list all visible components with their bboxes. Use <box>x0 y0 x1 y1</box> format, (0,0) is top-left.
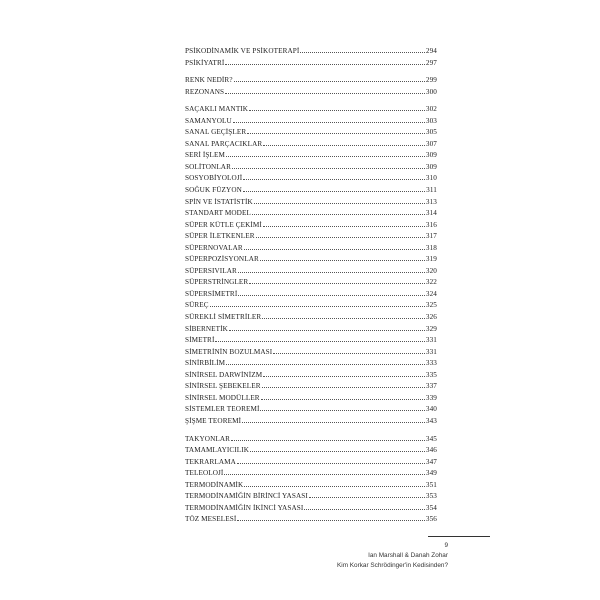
toc-entry-title: PSİKİYATRİ <box>185 58 225 67</box>
toc-leader-dots <box>309 497 425 498</box>
toc-entry-title: SANAL GEÇİŞLER <box>185 128 247 137</box>
toc-entry <box>185 491 437 503</box>
toc-entry-title: SANAL PARÇACIKLAR <box>185 139 263 148</box>
toc-entry-title: REZONANS <box>185 87 225 96</box>
toc-leader-dots <box>237 520 425 521</box>
toc-entry <box>185 231 437 243</box>
toc-entry-title: SOLİTONLAR <box>185 162 231 171</box>
toc-leader-dots <box>232 168 425 169</box>
toc-entry-title: PSİKODİNAMİK VE PSİKOTERAPİ <box>185 47 300 55</box>
toc-entry <box>185 266 437 278</box>
toc-leader-dots <box>242 422 425 423</box>
toc-entry-page: 309 <box>425 151 437 160</box>
toc-entry-title: TERMODİNAMİK <box>185 480 244 489</box>
toc-leader-dots <box>244 486 425 487</box>
toc-entry-page: 354 <box>425 503 437 512</box>
toc-leader-dots <box>304 509 425 510</box>
toc-entry-page: 322 <box>425 278 437 287</box>
toc-entry-page: 331 <box>425 336 437 345</box>
toc-leader-dots <box>254 203 425 204</box>
toc-entry-title: TERMODİNAMİĞİN BİRİNCİ YASASI <box>185 492 308 501</box>
toc-leader-dots <box>225 64 425 65</box>
toc-entry-page: 309 <box>425 162 437 171</box>
toc-leader-dots <box>263 376 425 377</box>
toc-entry <box>185 104 437 116</box>
toc-leader-dots <box>260 260 425 261</box>
toc-entry-title: RENK NEDİR? <box>185 76 233 85</box>
toc-entry-page: 294 <box>425 47 437 55</box>
toc-entry-page: 303 <box>425 116 437 125</box>
toc-leader-dots <box>262 318 425 319</box>
toc-entry <box>185 87 437 99</box>
toc-entry-page: 316 <box>425 220 437 229</box>
toc-entry-page: 339 <box>425 393 437 402</box>
toc-leader-dots <box>260 410 424 411</box>
toc-entry <box>185 381 437 393</box>
toc-entry <box>185 139 437 151</box>
toc-leader-dots <box>225 93 425 94</box>
toc-leader-dots <box>256 237 425 238</box>
footer-authors: Ian Marshall & Danah Zohar <box>368 552 448 560</box>
toc-entry-page: 335 <box>425 370 437 379</box>
toc-entry-page: 326 <box>425 313 437 322</box>
toc-leader-dots <box>226 364 425 365</box>
toc-leader-dots <box>229 330 425 331</box>
toc-entry-title: SÜPERSİMETRİ <box>185 289 238 298</box>
toc-entry-page: 299 <box>425 76 437 85</box>
toc-entry-title: SÜPER İLETKENLER <box>185 232 255 241</box>
toc-entry-title: SİSTEMLER TEOREMİ <box>185 405 260 414</box>
page-footer <box>337 541 448 572</box>
toc-leader-dots <box>231 440 425 441</box>
toc-entry-title: SÜPERSTRİNGLER <box>185 278 249 287</box>
toc-leader-dots <box>300 52 425 53</box>
toc-entry <box>185 324 437 336</box>
toc-entry-page: 356 <box>425 515 437 524</box>
toc-entry <box>185 254 437 266</box>
toc-entry-title: SÜPERNOVALAR <box>185 243 243 252</box>
toc-entry-title: SAÇAKLI MANTIK <box>185 105 249 114</box>
toc-leader-dots <box>237 463 425 464</box>
toc-entry <box>185 312 437 324</box>
toc-entry-title: SİNİRSEL MODÜLLER <box>185 393 260 402</box>
toc-entry <box>185 416 437 428</box>
toc-entry-title: SPİN VE İSTATİSTİK <box>185 197 253 206</box>
toc-entry <box>185 116 437 128</box>
toc-entry-title: SÜPER KÜTLE ÇEKİMİ <box>185 220 262 229</box>
toc-entry-page: 347 <box>425 457 437 466</box>
toc-entry <box>185 347 437 359</box>
toc-entry-title: TEKRARLAMA <box>185 457 236 466</box>
toc-entry-title: TELEOLOJİ <box>185 469 224 478</box>
toc-leader-dots <box>247 133 425 134</box>
toc-leader-dots <box>250 451 425 452</box>
toc-entry-title: SÜPERSIVILAR <box>185 266 237 275</box>
toc-entry <box>185 197 437 209</box>
toc-entry <box>185 220 437 232</box>
toc-entry-title: TAKYONLAR <box>185 434 231 443</box>
toc-entry-page: 311 <box>426 186 437 195</box>
toc-entry-title: STANDART MODEL <box>185 209 251 218</box>
footer-rule <box>428 536 490 537</box>
toc-leader-dots <box>261 399 425 400</box>
toc-entry-page: 351 <box>425 480 437 489</box>
toc-leader-dots <box>226 156 425 157</box>
toc-entry <box>185 185 437 197</box>
toc-entry-title: SÜREÇ <box>185 301 209 310</box>
toc-entry-page: 329 <box>425 324 437 333</box>
toc-leader-dots <box>210 306 425 307</box>
toc-entry <box>185 127 437 139</box>
toc-entry-title: SİNİRBİLİM <box>185 359 226 368</box>
toc-entry <box>185 358 437 370</box>
toc-entry <box>185 150 437 162</box>
toc-entry-page: 340 <box>425 405 437 414</box>
toc-entry-page: 300 <box>425 87 437 96</box>
toc-entry-page: 346 <box>425 446 437 455</box>
toc-entry <box>185 503 437 515</box>
toc-entry-page: 333 <box>425 359 437 368</box>
toc-entry <box>185 480 437 492</box>
toc-entry-page: 305 <box>425 128 437 137</box>
toc-entry-page: 324 <box>425 289 437 298</box>
toc-entry-title: SAMANYOLU <box>185 116 232 125</box>
toc-entry <box>185 58 437 70</box>
toc-entry-page: 320 <box>425 266 437 275</box>
toc-entry <box>185 335 437 347</box>
toc-entry <box>185 208 437 220</box>
toc-entry <box>185 75 437 87</box>
toc-entry-page: 314 <box>425 209 437 218</box>
toc-leader-dots <box>243 179 425 180</box>
toc-entry-page: 345 <box>425 434 437 443</box>
toc-entry <box>185 393 437 405</box>
toc-entry <box>185 277 437 289</box>
toc-entry-page: 318 <box>425 243 437 252</box>
toc-leader-dots <box>243 191 425 192</box>
toc-entry-page: 325 <box>425 301 437 310</box>
toc-entry-title: SÜPERPOZİSYONLAR <box>185 255 259 264</box>
toc-leader-dots <box>238 272 425 273</box>
toc-entry-title: SİMETRİ <box>185 336 215 345</box>
toc-entry-title: SOĞUK FÜZYON <box>185 186 242 195</box>
table-of-contents <box>185 46 437 526</box>
toc-entry <box>185 162 437 174</box>
toc-leader-dots <box>249 110 425 111</box>
toc-entry-title: ŞİŞME TEOREMİ <box>185 416 242 425</box>
toc-entry <box>185 173 437 185</box>
toc-entry <box>185 468 437 480</box>
toc-entry-page: 337 <box>425 382 437 391</box>
toc-entry-page: 331 <box>425 347 437 356</box>
toc-entry <box>185 445 437 457</box>
toc-leader-dots <box>244 249 425 250</box>
toc-entry-page: 353 <box>425 492 437 501</box>
toc-leader-dots <box>238 295 425 296</box>
toc-entry-page: 317 <box>425 232 437 241</box>
toc-entry-page: 349 <box>425 469 437 478</box>
toc-leader-dots <box>262 387 425 388</box>
toc-entry-title: SİNİRSEL ŞEBEKELER <box>185 382 261 391</box>
toc-entry-page: 307 <box>425 139 437 148</box>
toc-entry <box>185 289 437 301</box>
toc-entry <box>185 404 437 416</box>
toc-entry-page: 313 <box>425 197 437 206</box>
toc-entry <box>185 370 437 382</box>
toc-leader-dots <box>224 474 424 475</box>
toc-entry-page: 310 <box>425 174 437 183</box>
toc-leader-dots <box>263 145 425 146</box>
toc-entry-title: TÖZ MESELESİ <box>185 515 237 524</box>
toc-leader-dots <box>263 226 425 227</box>
footer-book-title: Kim Korkar Schrödinger'in Kedisinden? <box>337 562 448 570</box>
page-number: 9 <box>444 542 448 549</box>
toc-leader-dots <box>234 81 425 82</box>
toc-entry-title: TERMODİNAMİĞİN İKİNCİ YASASI <box>185 503 304 512</box>
toc-entry <box>185 514 437 526</box>
toc-entry <box>185 457 437 469</box>
toc-leader-dots <box>273 353 425 354</box>
toc-entry-title: SÜREKLİ SİMETRİLER <box>185 313 262 322</box>
toc-entry-title: SİMETRİNİN BOZULMASI <box>185 347 273 356</box>
toc-entry <box>185 243 437 255</box>
toc-entry-page: 343 <box>425 416 437 425</box>
toc-leader-dots <box>252 214 425 215</box>
toc-entry-title: TAMAMLAYICILIK <box>185 446 250 455</box>
toc-entry <box>185 300 437 312</box>
toc-entry-title: SİBERNETİK <box>185 324 228 333</box>
toc-leader-dots <box>215 341 424 342</box>
toc-entry <box>185 46 437 58</box>
toc-entry-page: 297 <box>425 58 437 67</box>
toc-entry-title: SOSYOBİYOLOJİ <box>185 174 243 183</box>
toc-entry <box>185 434 437 446</box>
toc-entry-title: SERİ İŞLEM <box>185 151 225 160</box>
toc-leader-dots <box>249 283 425 284</box>
toc-entry-page: 302 <box>425 105 437 114</box>
toc-leader-dots <box>233 122 425 123</box>
toc-entry-title: SİNİRSEL DARWİNİZM <box>185 370 263 379</box>
toc-entry-page: 319 <box>425 255 437 264</box>
